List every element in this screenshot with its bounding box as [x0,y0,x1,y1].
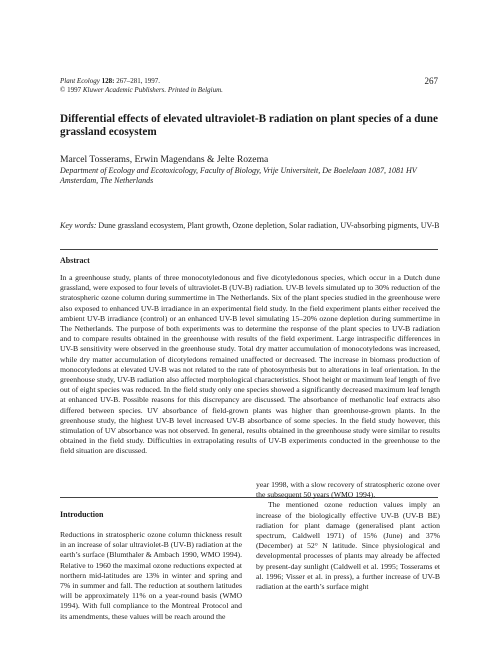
copyright-prefix: © 1997 [60,86,83,94]
introduction-right-paragraph-2: The mentioned ozone reduction values imply an increase of the biologically effective UV-B (UV-B BE) radiation for plant damage (generalised plant action spectrum, Caldwell 1971) of 15% (June) and 37% (December) at 52° N latitude. Since physiological and developmental processes of plants may already be affected by present-day sunlight (Caldwell et al. 1995; Tosserams et al. 1996; Visser et al. in press), a further increase of UV-B radiation at the earth’s surface might [256,500,440,592]
introduction-heading: Introduction [60,510,104,519]
author-affiliation: Department of Ecology and Ecotoxicology, Faculty of Biology, Vrije Universiteit, De Boelelaan 1087, 1081 HV Amsterdam, The Netherlands [60,166,417,185]
top-divider [60,249,438,250]
abstract-heading: Abstract [60,256,90,265]
journal-pages-year: 267–281, 1997. [114,77,160,85]
abstract-body: In a greenhouse study, plants of three monocotyledonous and five dicotyledonous species, which occur in a Dutch dune grassland, were exposed to four levels of ultraviolet-B (UV-B) radiation. UV-B levels simulated up to 30% reduction of the stratospheric ozone column during summertime in The Netherlands. Six of the plant species studied in the greenhouse were also exposed to enhanced UV-B irradiance in an experimental field study. In the field experiment plants either received the ambient UV-B irradiance (control) or an enhanced UV-B level simulating 15–20% ozone depletion during summertime in The Netherlands. The purpose of both experiments was to determine the response of the plant species to UV-B radiation and to compare results obtained in the greenhouse with results of the field experiment. Large intraspecific differences in UV-B sensitivity were observed in the greenhouse study. Total dry matter accumulation of monocotyledons was increased, while dry matter accumulation of dicotyledons remained unaffected or decreased. The increase in biomass production of monocotyledons at elevated UV-B was not related to the rate of photosynthesis but to alterations in leaf orientation. In the greenhouse study, UV-B radiation also affected morphological characteristics. Shoot height or maximum leaf length of five out of eight species was reduced. In the field study only one species showed a significantly decreased maximum leaf length at enhanced UV-B. Possible reasons for this discrepancy are discussed. The absorbance of methanolic leaf extracts also differed between species. UV absorbance of field-grown plants was higher than greenhouse-grown plants. In the greenhouse study, the highest UV-B level increased UV-B absorbance of some species. In the field study however, this stimulation of UV absorbance was not observed. In general, results obtained in the greenhouse study were similar to results obtained in the field study. Difficulties in extrapolating results of UV-B experiments conducted in the greenhouse to the field situation are discussed. [60,273,440,456]
keywords-label: Key words: [60,221,97,230]
article-authors: Marcel Tosserams, Erwin Magendans & Jelte Rozema [60,154,269,165]
publisher-name: Kluwer Academic Publishers. [82,86,167,94]
printed-in: Printed in Belgium. [166,86,223,94]
journal-volume: 128: [101,77,115,85]
introduction-right-column [256,480,440,592]
introduction-left-column: Reductions in stratospheric ozone column thickness result in an increase of solar ultraviolet-B (UV-B) radiation at the earth’s surface (Blumthaler & Ambach 1990, WMO 1994). Relative to 1960 the maximal ozone reductions expected at northern mid-latitudes are 13% in winter and spring and 7% in summer and fall. The reduction at southern latitudes will be approximately 11% on a year-round basis (WMO 1994). With full compliance to the Montreal Protocol and its amendments, these values will be reach around the [60,530,242,621]
journal-line [60,77,223,86]
keywords [60,221,450,231]
journal-citation [60,77,223,95]
keywords-text: Dune grassland ecosystem, Plant growth, Ozone depletion, Solar radiation, UV-absorbing pigments, UV-B [96,221,440,230]
page-number: 267 [424,76,438,86]
journal-name: Plant Ecology [60,77,100,85]
article-title: Differential effects of elevated ultraviolet-B radiation on plant species of a dune grassland ecosystem [60,113,438,138]
introduction-right-paragraph-1: year 1998, with a slow recovery of stratospheric ozone over the subsequent 50 years (WMO 1994). [256,480,441,500]
copyright-line [60,86,223,95]
